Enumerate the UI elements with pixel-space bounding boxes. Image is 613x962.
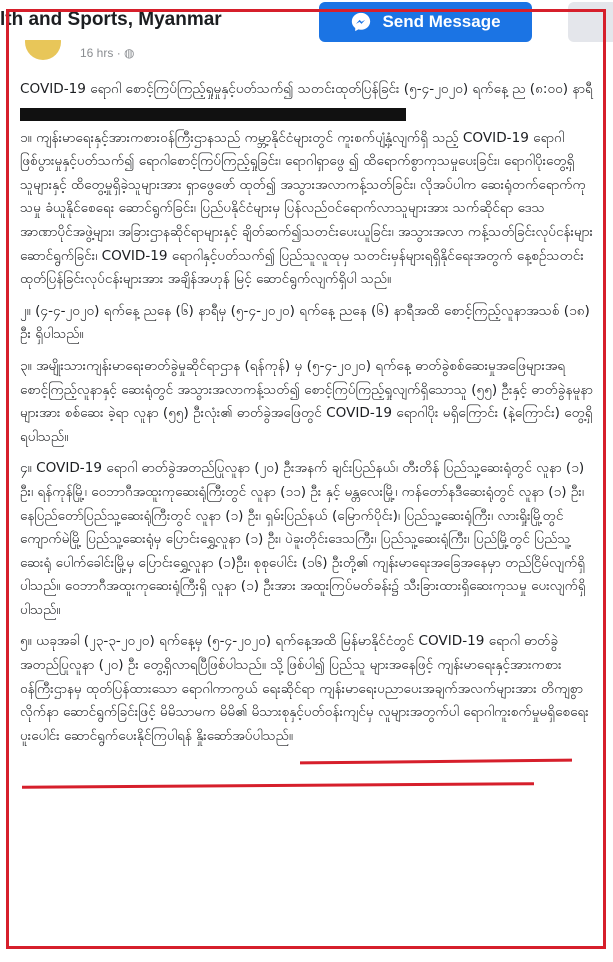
post-paragraph-1: ၁။ ကျန်းမာရေးနှင့်အားကစားဝန်ကြီးဌာနသည် ကမ္ဘာ့နိုင်ငံများတွင် ကူးစက်ပျံ့နှံ့လျက်ရှိ သည့် COVID-19 ရောဂါဖြစ်ပွားမှုနှင့်ပတ်သက်၍ ရောဂါစောင့်ကြပ်ကြည့်ရှုခြင်း၊ ရောဂါရှာဖွေ ၍ ထိရောက်စွာကုသမှုပေးခြင်း၊ ရောဂါပိုးတွေ့ရှိသူများနှင့် ထိတွေ့မှုရှိခဲ့သူများအား ရှာဖွေဖော် ထုတ်၍ အသွားအလာကန့်သတ်ခြင်း၊ လိုအပ်ပါက ဆေးရုံတက်ရောက်ကုသမှု ခံယူနိုင်စေရေး ဆောင်ရွက်ခြင်း၊ ပြည်ပနိုင်ငံများမှ ပြန်လည်ဝင်ရောက်လာသူများအား သက်ဆိုင်ရာ ဒေသ အာဏာပိုင်အဖွဲ့များ၊ အခြားဌာနဆိုင်ရာများနှင့် ချိတ်ဆက်၍သတင်းပေးယူခြင်း၊ အသွားအလာ ကန့်သတ်ခြင်းလုပ်ငန်းများ ဆောင်ရွက်ခြင်း၊ COVID-19 ရောဂါနှင့်ပတ်သက်၍ ပြည်သူလူထုမှ သတင်းမှန်များရရှိနိုင်ရေးအတွက် နေ့စဉ်သတင်းထုတ်ပြန်ခြင်းလုပ်ငန်းများအား အချိန်အဟုန် မြင့် ဆောင်ရွက်လျက်ရှိပါ သည်။	[20, 129, 593, 288]
avatar[interactable]	[25, 40, 61, 60]
page-header	[0, 0, 613, 48]
send-message-button[interactable]	[319, 2, 532, 42]
annotation-underline	[300, 759, 572, 765]
redacted-bar	[20, 108, 406, 121]
send-message-label: Send Message	[382, 12, 501, 31]
post-paragraph-5: ၅။ ယခုအခါ (၂၃-၃-၂၀၂၀) ရက်နေ့မှ (၅-၄-၂၀၂၀) ရက်နေ့အထိ မြန်မာနိုင်ငံတွင် COVID-19 ရောဂါ ဓာတ်ခွဲအတည်ပြုလူနာ (၂၀) ဦး တွေ့ရှိလာရပြီဖြစ်ပါသည်။ သို့ဖြစ်ပါ၍ ပြည်သူ များအနေဖြင့် ကျန်းမာရေးနှင့်အားကစားဝန်ကြီးဌာနမှ ထုတ်ပြန်ထားသော ရောဂါကာကွယ် ရေးဆိုင်ရာ ကျန်းမာရေးပညာပေးအချက်အလက်များအား တိကျစွာလိုက်နာ ဆောင်ရွက်ခြင်းဖြင့် မိမိသာမက မိမိ၏ မိသားစုနှင့်ပတ်ဝန်းကျင်မှ လူများအတွက်ပါ ရောဂါကူးစက်မှုမရှိစေရေး ပူးပေါင်း ဆောင်ရွက်ပေးနိုင်ကြပါရန် နှိုးဆော်အပ်ပါသည်။	[20, 633, 589, 744]
page-name[interactable]: lth and Sports, Myanmar	[0, 9, 222, 30]
post-timestamp[interactable]: 16 hrs	[80, 46, 114, 60]
post-meta	[80, 46, 135, 60]
post-body	[20, 78, 595, 756]
globe-icon: · ◍	[116, 46, 135, 60]
post-headline: COVID-19 ရောဂါ စောင့်ကြပ်ကြည့်ရှုမှုနှင့်ပတ်သက်၍ သတင်းထုတ်ပြန်ခြင်း (၅-၄-၂၀၂၀) ရက်နေ့ ည (၈:၀၀) နာရီ	[20, 81, 593, 97]
more-options-button[interactable]	[568, 2, 613, 42]
messenger-icon	[350, 11, 372, 33]
annotation-underline	[22, 782, 534, 789]
post-paragraph-3: ၃။ အမျိုးသားကျန်းမာရေးဓာတ်ခွဲမှုဆိုင်ရာဌာန (ရန်ကုန်) မှ (၅-၄-၂၀၂၀) ရက်နေ့ ဓာတ်ခွဲစစ်ဆေးမှုအဖြေများအရ စောင့်ကြည့်လူနာနှင့် ဆေးရုံတွင် အသွားအလာကန့်သတ်၍ စောင့်ကြပ်ကြည့်ရှုလျက်ရှိသောသူ (၅၅) ဦးနှင့် ဓာတ်ခွဲနမူနာများအား စစ်ဆေး ခဲ့ရာ လူနာ (၅၅) ဦးလုံး၏ ဓာတ်ခွဲအဖြေတွင် COVID-19 ရောဂါပိုး မရှိကြောင်း (နဲ့ကြောင်း) တွေ့ရှိရပါသည်။	[20, 357, 593, 445]
post-paragraph-4: ၄။ COVID-19 ရောဂါ ဓာတ်ခွဲအတည်ပြုလူနာ (၂၀) ဦးအနက် ချင်းပြည်နယ်၊ တီးတိန် ပြည်သူ့ဆေးရုံတွင် လူနာ (၁) ဦး၊ ရန်ကုန်မြို့၊ ဝေဘာဂီအထူးကုဆေးရုံကြီးတွင် လူနာ (၁၁) ဦး နှင့် မန္တလေးမြို့၊ ကန်တော်နဒီဆေးရုံတွင် လူနာ (၁) ဦး၊ နေပြည်တော်ပြည်သူ့ဆေးရုံကြီးတွင် လူနာ (၁) ဦး၊ ရှမ်းပြည်နယ် (မြောက်ပိုင်း)၊ ပြည်သူ့ဆေးရုံကြီး၊ လားရှိုးမြို့တွင် ကျောက်မဲမြို့ ပြည်သူ့ဆေးရုံမှ ပြောင်းရွှေ့လူနာ (၁) ဦး၊ ပဲခူးတိုင်းဒေသကြီး၊ ပြည်သူ့ဆေးရုံကြီး၊ ပြည်မြို့တွင် ပြည်သူ့ဆေးရုံ ပေါက်ခေါင်းမြို့မှ ပြောင်းရွှေ့လူနာ (၁)ဦး၊ စုစုပေါင်း (၁၆) ဦးတို့၏ ကျန်းမာရေးအခြေအနေမှာ တည်ငြိမ်လျက်ရှိပါသည်။ ဝေဘာဂီအထူးကုဆေးရုံကြီးရှိ လူနာ (၁) ဦးအား အထူးကြပ်မတ်ခန်း၌ သီးခြားထားရှိဆေးကုသမှု ပေးလျက်ရှိပါသည်။	[20, 460, 586, 618]
post-paragraph-2: ၂။ (၄-၄-၂၀၂၀) ရက်နေ့ ညနေ (၆) နာရီမှ (၅-၄-၂၀၂၀) ရက်နေ့ ညနေ (၆) နာရီအထိ စောင့်ကြည့်လူနာအသစ် (၁၈) ဦး ရှိပါသည်။	[20, 302, 590, 343]
